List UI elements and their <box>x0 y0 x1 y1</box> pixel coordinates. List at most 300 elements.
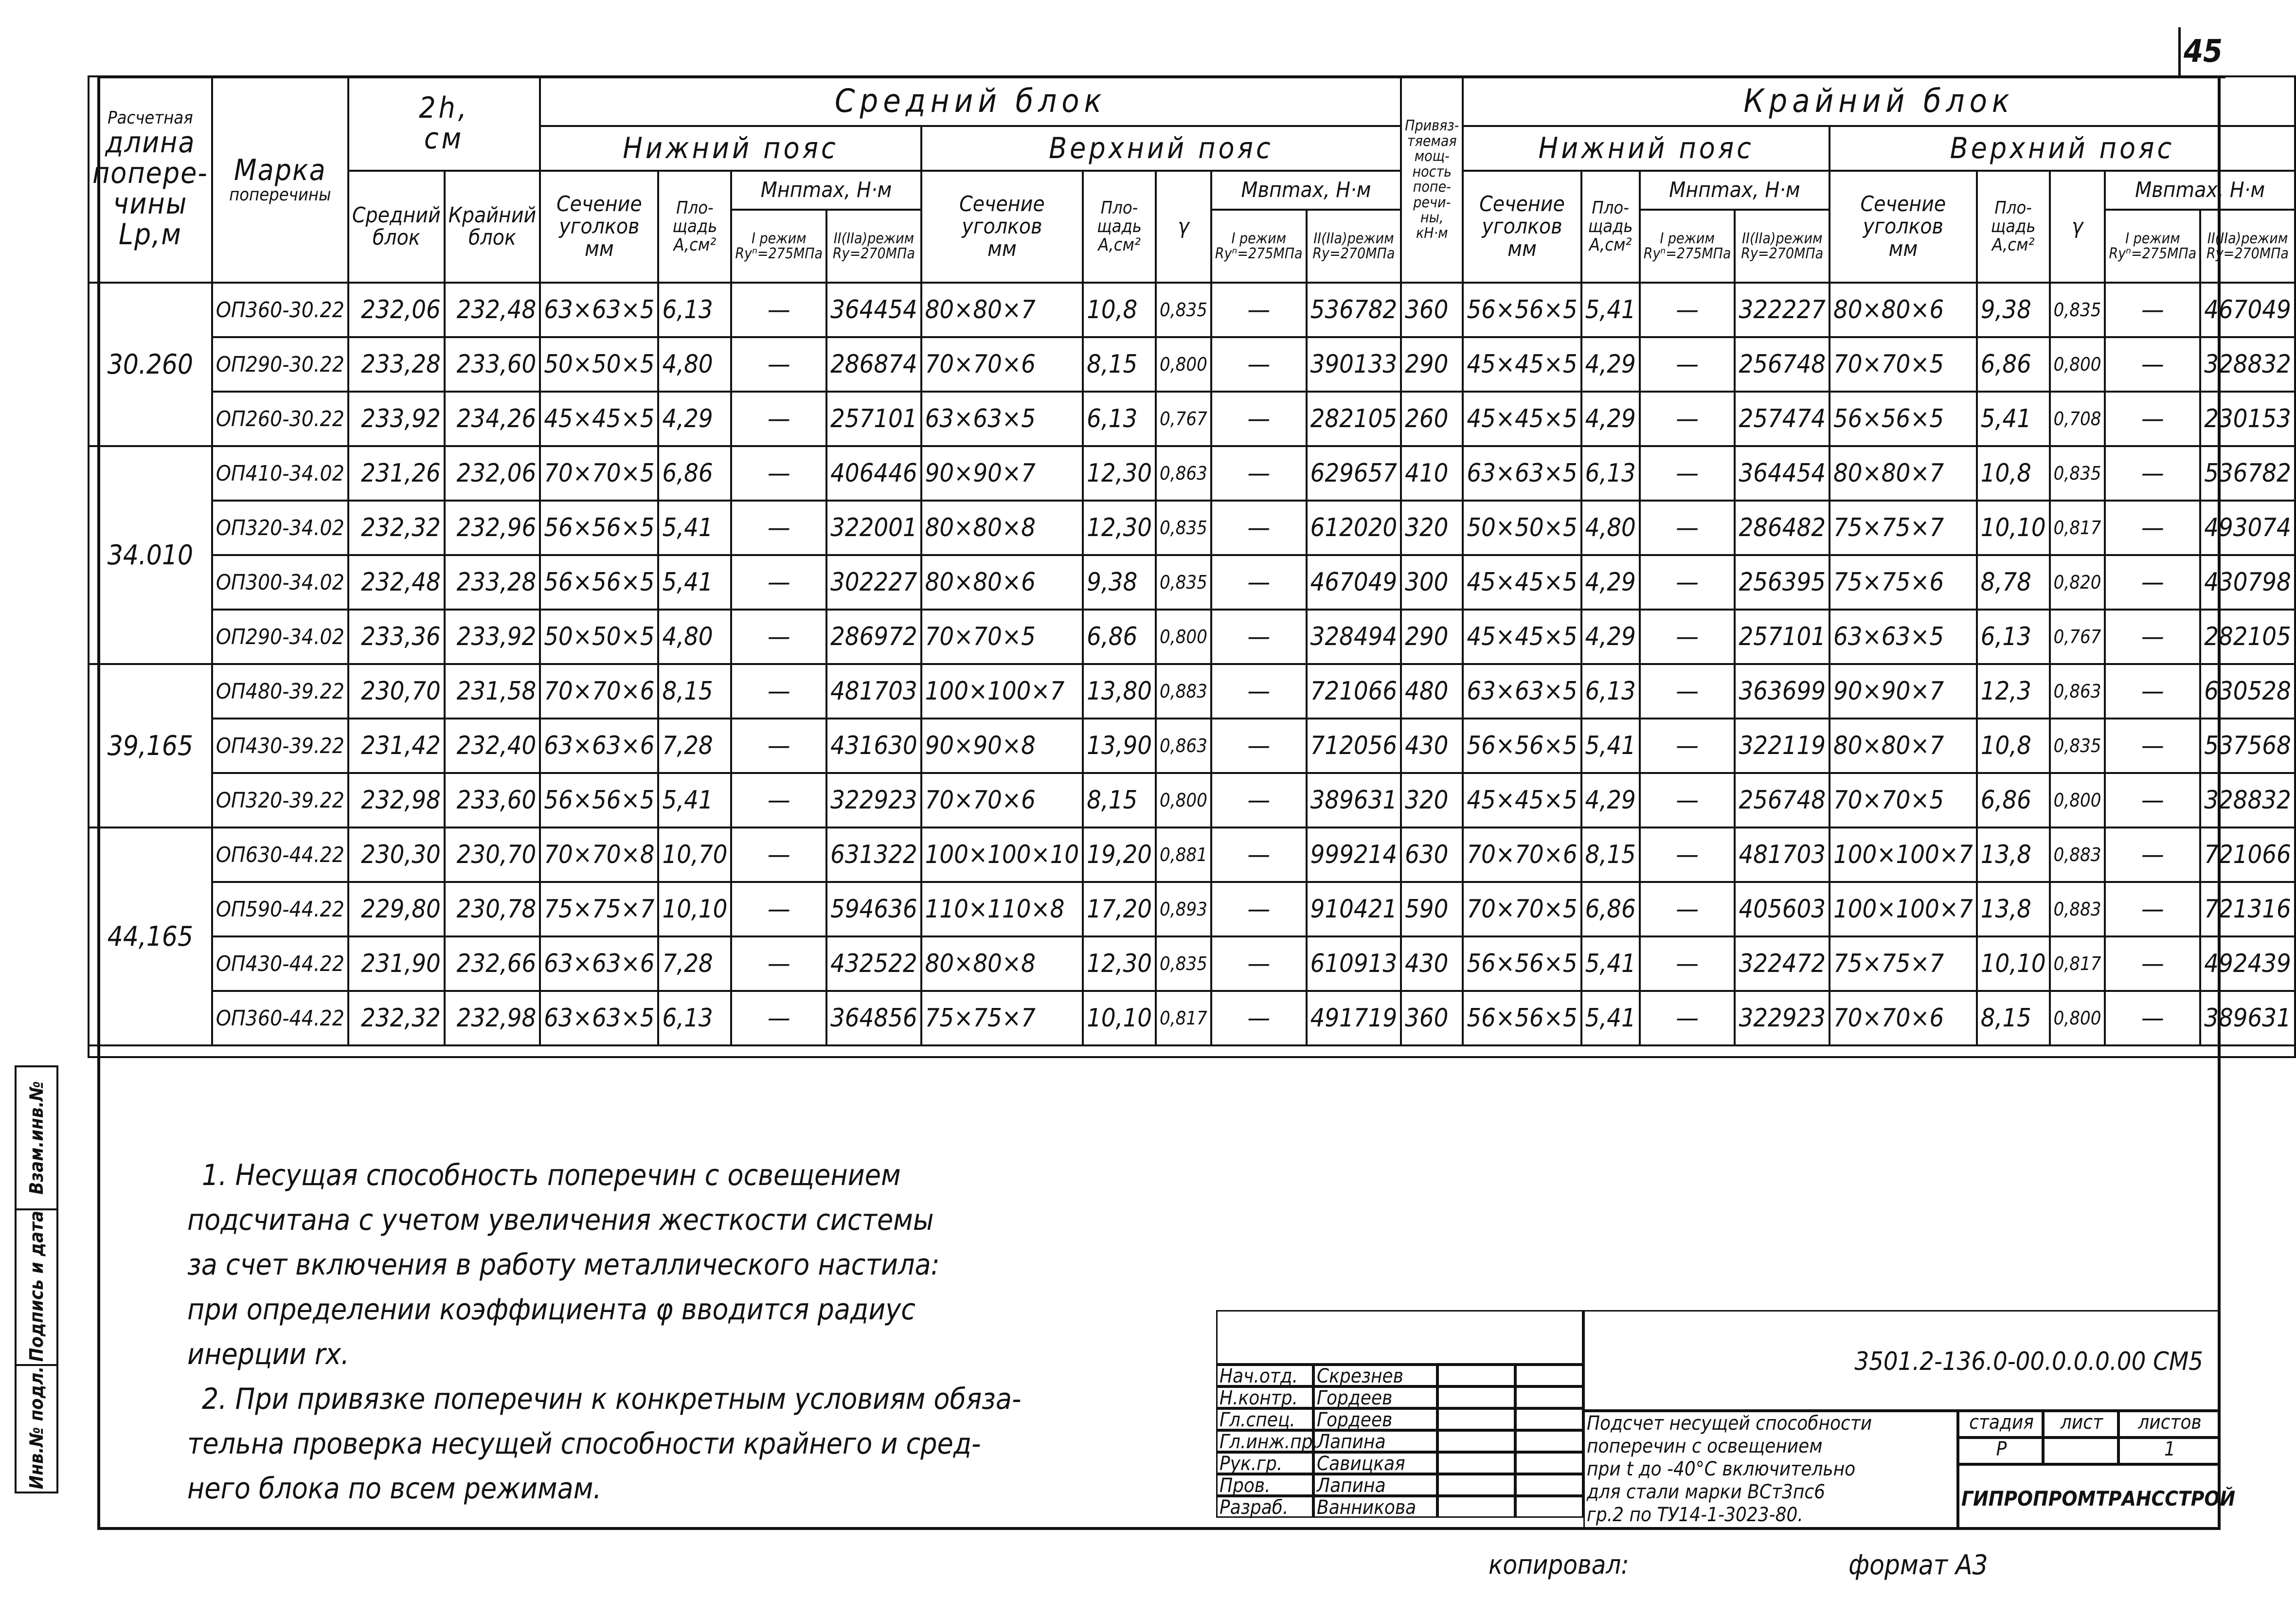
header-edge-lower-chord: Нижний пояс <box>1463 126 1830 171</box>
cell-u-sec: 80×80×7 <box>921 283 1083 337</box>
cell-m-sec: 70×70×5 <box>540 446 658 501</box>
cell-mark: ОП320-39.22 <box>212 773 348 827</box>
cell-m-m1: — <box>731 555 826 610</box>
cell-el-sec: 45×45×5 <box>1463 773 1581 827</box>
cell-u-m1: — <box>1211 719 1307 773</box>
cell-m-sec: 75×75×7 <box>540 882 658 936</box>
cell-el-sec: 45×45×5 <box>1463 610 1581 664</box>
cell-mark: ОП300-34.02 <box>212 555 348 610</box>
cell-m-a: 7,28 <box>658 719 731 773</box>
cell-el-a: 4,80 <box>1581 501 1640 555</box>
cell-m-sec: 50×50×5 <box>540 610 658 664</box>
cell-h-edge: 230,70 <box>445 827 540 882</box>
cell-h-edge: 232,96 <box>445 501 540 555</box>
cell-eu-y: 0,800 <box>2050 337 2105 392</box>
cell-eu-a: 10,8 <box>1977 446 2050 501</box>
header-mid-upper-area: Пло- щадь А,см² <box>1083 171 1156 283</box>
side-stamp-cell: Подпись и дата <box>17 1208 56 1366</box>
cell-u-m1: — <box>1211 392 1307 446</box>
cell-eu-a: 6,86 <box>1977 773 2050 827</box>
cell-eu-y: 0,800 <box>2050 991 2105 1045</box>
cell-u-y: 0,835 <box>1156 501 1211 555</box>
cell-el-m1: — <box>1640 283 1735 337</box>
stamp-role: Пров. <box>1216 1474 1313 1496</box>
cell-u-m2: 536782 <box>1307 283 1401 337</box>
table-row <box>89 446 2295 501</box>
stamp-date <box>1515 1452 1583 1474</box>
cell-eu-a: 6,13 <box>1977 610 2050 664</box>
note-line: 2. При привязке поперечин к конкретным условиям обяза- <box>202 1382 1022 1416</box>
cell-eu-y: 0,835 <box>2050 283 2105 337</box>
cell-h-edge: 233,28 <box>445 555 540 610</box>
cell-eu-y: 0,817 <box>2050 501 2105 555</box>
cell-anchor: 300 <box>1401 555 1463 610</box>
stamp-signature <box>1437 1386 1515 1408</box>
cell-m-m2: 322923 <box>826 773 921 827</box>
cell-el-m2: 257101 <box>1735 610 1830 664</box>
table-spacer-row <box>89 1045 2295 1057</box>
table-row <box>89 283 2295 337</box>
cell-u-sec: 70×70×5 <box>921 610 1083 664</box>
header-2h: 2h, см <box>348 76 540 171</box>
cell-el-m2: 322472 <box>1735 936 1830 991</box>
table-row <box>89 501 2295 555</box>
cell-eu-m1: — <box>2105 392 2200 446</box>
cell-u-sec: 80×80×8 <box>921 501 1083 555</box>
cell-m-m1: — <box>731 664 826 719</box>
stamp-role: Гл.спец. <box>1216 1408 1313 1430</box>
stamp-name: Ванникова <box>1313 1496 1437 1518</box>
cell-m-a: 4,80 <box>658 337 731 392</box>
cell-h-mid: 232,06 <box>348 283 445 337</box>
stamp-title <box>1583 1411 1958 1530</box>
cell-u-m1: — <box>1211 501 1307 555</box>
cell-anchor: 430 <box>1401 936 1463 991</box>
cell-mark: ОП590-44.22 <box>212 882 348 936</box>
header-2h-mid: Средний блок <box>348 171 445 283</box>
cell-el-sec: 56×56×5 <box>1463 991 1581 1045</box>
cell-u-m2: 712056 <box>1307 719 1401 773</box>
cell-u-m1: — <box>1211 882 1307 936</box>
cell-anchor: 320 <box>1401 501 1463 555</box>
header-mode-2: II(IIа)режим Ry=270МПа <box>1307 210 1401 283</box>
cell-u-a: 8,15 <box>1083 337 1156 392</box>
cell-eu-m2: 430798 <box>2200 555 2295 610</box>
cell-eu-a: 10,8 <box>1977 719 2050 773</box>
cell-mark: ОП430-44.22 <box>212 936 348 991</box>
stamp-title-line: при t до -40°С включительно <box>1587 1458 1856 1480</box>
cell-eu-sec: 100×100×7 <box>1830 827 1977 882</box>
cell-m-a: 8,15 <box>658 664 731 719</box>
cell-anchor: 320 <box>1401 773 1463 827</box>
stamp-date <box>1515 1430 1583 1452</box>
cell-h-edge: 233,60 <box>445 773 540 827</box>
stamp-name: Скрезнев <box>1313 1365 1437 1386</box>
cell-eu-m2: 721316 <box>2200 882 2295 936</box>
cell-m-m2: 481703 <box>826 664 921 719</box>
stamp-title-line: для стали марки ВСт3пс6 <box>1587 1481 1826 1503</box>
cell-el-m2: 405603 <box>1735 882 1830 936</box>
header-mode-2: II(IIа)режим Ry=270МПа <box>1735 210 1830 283</box>
table-row <box>89 392 2295 446</box>
table-row <box>89 773 2295 827</box>
header-mid-lower-area: Пло- щадь А,см² <box>658 171 731 283</box>
note-line: тельна проверка несущей способности крайнего и сред- <box>187 1427 981 1461</box>
cell-el-m2: 256748 <box>1735 773 1830 827</box>
cell-u-m2: 721066 <box>1307 664 1401 719</box>
table-row <box>89 664 2295 719</box>
cell-el-m1: — <box>1640 936 1735 991</box>
cell-el-m2: 256395 <box>1735 555 1830 610</box>
stamp-signature <box>1437 1496 1515 1518</box>
cell-eu-a: 5,41 <box>1977 392 2050 446</box>
cell-m-a: 5,41 <box>658 773 731 827</box>
cell-m-m2: 364856 <box>826 991 921 1045</box>
cell-h-mid: 230,70 <box>348 664 445 719</box>
note-line: него блока по всем режимам. <box>187 1472 602 1506</box>
header-middle-block: Средний блок <box>540 76 1401 126</box>
cell-eu-m2: 230153 <box>2200 392 2295 446</box>
cell-eu-m1: — <box>2105 337 2200 392</box>
cell-eu-a: 9,38 <box>1977 283 2050 337</box>
cell-h-mid: 232,48 <box>348 555 445 610</box>
notes <box>187 1153 1112 1511</box>
cell-eu-m1: — <box>2105 446 2200 501</box>
cell-u-m1: — <box>1211 936 1307 991</box>
cell-el-m2: 322923 <box>1735 991 1830 1045</box>
table-row <box>89 555 2295 610</box>
cell-el-m2: 286482 <box>1735 501 1830 555</box>
cell-u-m2: 610913 <box>1307 936 1401 991</box>
cell-mark: ОП290-30.22 <box>212 337 348 392</box>
table-row <box>89 337 2295 392</box>
cell-u-a: 10,10 <box>1083 991 1156 1045</box>
stamp-role: Н.контр. <box>1216 1386 1313 1408</box>
cell-el-m1: — <box>1640 827 1735 882</box>
cell-u-y: 0,835 <box>1156 936 1211 991</box>
cell-h-edge: 232,98 <box>445 991 540 1045</box>
cell-m-a: 10,10 <box>658 882 731 936</box>
cell-u-m2: 282105 <box>1307 392 1401 446</box>
note-line: при определении коэффициента φ вводится радиус <box>187 1293 915 1327</box>
stamp-role: Гл.инж.пр. <box>1216 1430 1313 1452</box>
cell-h-edge: 233,92 <box>445 610 540 664</box>
cell-el-m1: — <box>1640 719 1735 773</box>
cell-m-sec: 70×70×6 <box>540 664 658 719</box>
cell-anchor: 480 <box>1401 664 1463 719</box>
cell-u-m2: 910421 <box>1307 882 1401 936</box>
cell-u-y: 0,881 <box>1156 827 1211 882</box>
cell-m-m2: 631322 <box>826 827 921 882</box>
side-stamp-cell: Взам.инв.№ <box>17 1067 56 1210</box>
cell-u-sec: 75×75×7 <box>921 991 1083 1045</box>
cell-eu-y: 0,708 <box>2050 392 2105 446</box>
cell-u-m2: 467049 <box>1307 555 1401 610</box>
header-mid-lower-section: Сечение уголков мм <box>540 171 658 283</box>
cell-eu-sec: 90×90×7 <box>1830 664 1977 719</box>
cell-h-mid: 233,28 <box>348 337 445 392</box>
cell-eu-y: 0,883 <box>2050 827 2105 882</box>
cell-h-mid: 233,36 <box>348 610 445 664</box>
cell-eu-m1: — <box>2105 664 2200 719</box>
header-edge-upper-section: Сечение уголков мм <box>1830 171 1977 283</box>
cell-anchor: 360 <box>1401 283 1463 337</box>
cell-h-edge: 233,60 <box>445 337 540 392</box>
cell-u-y: 0,863 <box>1156 719 1211 773</box>
header-mode-1: I режим Rуⁿ=275МПа <box>731 210 826 283</box>
stamp-stage-label: стадия <box>1958 1411 2043 1438</box>
cell-el-m1: — <box>1640 446 1735 501</box>
cell-u-sec: 90×90×8 <box>921 719 1083 773</box>
span-length-cell: 34.010 <box>89 446 212 664</box>
cell-anchor: 590 <box>1401 882 1463 936</box>
cell-u-a: 13,80 <box>1083 664 1156 719</box>
cell-m-m2: 257101 <box>826 392 921 446</box>
stamp-header-left <box>1216 1310 1583 1365</box>
cell-m-m1: — <box>731 283 826 337</box>
cell-u-m1: — <box>1211 446 1307 501</box>
header-mode-1: I режим Rуⁿ=275МПа <box>1640 210 1735 283</box>
cell-eu-a: 8,15 <box>1977 991 2050 1045</box>
cell-anchor: 260 <box>1401 392 1463 446</box>
cell-m-m2: 364454 <box>826 283 921 337</box>
header-mid-lower-chord: Нижний пояс <box>540 126 921 171</box>
cell-eu-sec: 80×80×7 <box>1830 719 1977 773</box>
cell-m-m1: — <box>731 392 826 446</box>
cell-eu-m1: — <box>2105 936 2200 991</box>
cell-el-a: 4,29 <box>1581 392 1640 446</box>
cell-el-m2: 257474 <box>1735 392 1830 446</box>
cell-m-m1: — <box>731 936 826 991</box>
cell-eu-sec: 56×56×5 <box>1830 392 1977 446</box>
cell-eu-m1: — <box>2105 882 2200 936</box>
cell-el-sec: 63×63×5 <box>1463 664 1581 719</box>
cell-eu-y: 0,820 <box>2050 555 2105 610</box>
header-mode-1: I режим Rуⁿ=275МПа <box>1211 210 1307 283</box>
cell-m-sec: 45×45×5 <box>540 392 658 446</box>
cell-h-mid: 233,92 <box>348 392 445 446</box>
cell-m-a: 5,41 <box>658 501 731 555</box>
cell-m-m2: 432522 <box>826 936 921 991</box>
cell-eu-sec: 70×70×6 <box>1830 991 1977 1045</box>
cell-eu-m1: — <box>2105 501 2200 555</box>
cell-eu-a: 10,10 <box>1977 936 2050 991</box>
cell-m-a: 6,13 <box>658 283 731 337</box>
cell-mark: ОП260-30.22 <box>212 392 348 446</box>
cell-u-m1: — <box>1211 283 1307 337</box>
copied-by: копировал: <box>1489 1549 1629 1580</box>
cell-el-a: 5,41 <box>1581 936 1640 991</box>
cell-mark: ОП360-30.22 <box>212 283 348 337</box>
stamp-date <box>1515 1408 1583 1430</box>
cell-anchor: 290 <box>1401 610 1463 664</box>
cell-h-edge: 232,06 <box>445 446 540 501</box>
cell-m-a: 5,41 <box>658 555 731 610</box>
cell-h-edge: 230,78 <box>445 882 540 936</box>
stamp-stage: Р <box>1958 1438 2043 1464</box>
cell-m-m1: — <box>731 719 826 773</box>
cell-u-y: 0,767 <box>1156 392 1211 446</box>
stamp-sheets-label: листов <box>2118 1411 2219 1438</box>
cell-el-m1: — <box>1640 501 1735 555</box>
cell-eu-m2: 493074 <box>2200 501 2295 555</box>
cell-eu-y: 0,767 <box>2050 610 2105 664</box>
stamp-signature <box>1437 1408 1515 1430</box>
cell-m-sec: 70×70×8 <box>540 827 658 882</box>
cell-u-sec: 70×70×6 <box>921 773 1083 827</box>
cell-u-a: 10,8 <box>1083 283 1156 337</box>
cell-u-m2: 629657 <box>1307 446 1401 501</box>
cell-eu-y: 0,817 <box>2050 936 2105 991</box>
cell-eu-m1: — <box>2105 610 2200 664</box>
cell-u-y: 0,863 <box>1156 446 1211 501</box>
header-mid-lower-moment: Мнпmax, Н·м <box>731 171 921 210</box>
cell-h-mid: 232,98 <box>348 773 445 827</box>
cell-el-a: 4,29 <box>1581 555 1640 610</box>
cell-u-sec: 90×90×7 <box>921 446 1083 501</box>
cell-m-sec: 56×56×5 <box>540 501 658 555</box>
cell-anchor: 290 <box>1401 337 1463 392</box>
cell-eu-a: 10,10 <box>1977 501 2050 555</box>
cell-eu-sec: 75×75×7 <box>1830 936 1977 991</box>
header-edge-upper-chord: Верхний пояс <box>1830 126 2295 171</box>
cell-m-a: 4,29 <box>658 392 731 446</box>
cell-eu-m2: 389631 <box>2200 991 2295 1045</box>
header-edge-upper-moment: Мвпmax, Н·м <box>2105 171 2295 210</box>
cell-el-sec: 50×50×5 <box>1463 501 1581 555</box>
header-2h-edge: Крайний блок <box>445 171 540 283</box>
cell-m-sec: 56×56×5 <box>540 555 658 610</box>
cell-u-sec: 70×70×6 <box>921 337 1083 392</box>
cell-eu-y: 0,835 <box>2050 719 2105 773</box>
header-mode-2: II(IIа)режим Ry=270МПа <box>2200 210 2295 283</box>
cell-u-m1: — <box>1211 773 1307 827</box>
cell-anchor: 630 <box>1401 827 1463 882</box>
cell-eu-m2: 721066 <box>2200 827 2295 882</box>
cell-eu-y: 0,800 <box>2050 773 2105 827</box>
cell-el-a: 6,86 <box>1581 882 1640 936</box>
cell-eu-sec: 70×70×5 <box>1830 773 1977 827</box>
cell-m-m2: 594636 <box>826 882 921 936</box>
header-edge-upper-gamma: γ <box>2050 171 2105 283</box>
cell-el-m2: 256748 <box>1735 337 1830 392</box>
table-row <box>89 936 2295 991</box>
header-length: Расчетная длина попере- чины Lp,м <box>89 76 212 283</box>
stamp-title-line: гр.2 по ТУ14-1-3023-80. <box>1587 1504 1803 1526</box>
header-mid-upper-gamma: γ <box>1156 171 1211 283</box>
cell-el-m1: — <box>1640 991 1735 1045</box>
cell-el-a: 4,29 <box>1581 773 1640 827</box>
cell-el-m2: 364454 <box>1735 446 1830 501</box>
header-edge-lower-area: Пло- щадь А,см² <box>1581 171 1640 283</box>
note-line: 1. Несущая способность поперечин с освещением <box>202 1158 901 1192</box>
cell-m-a: 6,86 <box>658 446 731 501</box>
cell-u-m1: — <box>1211 555 1307 610</box>
cell-h-mid: 232,32 <box>348 501 445 555</box>
stamp-date <box>1515 1474 1583 1496</box>
cell-h-edge: 232,48 <box>445 283 540 337</box>
cell-h-mid: 232,32 <box>348 991 445 1045</box>
cell-eu-sec: 80×80×7 <box>1830 446 1977 501</box>
cell-el-sec: 70×70×6 <box>1463 827 1581 882</box>
cell-eu-m2: 328832 <box>2200 773 2295 827</box>
cell-h-mid: 230,30 <box>348 827 445 882</box>
page-number: 45 <box>2178 27 2225 78</box>
cell-mark: ОП480-39.22 <box>212 664 348 719</box>
cell-mark: ОП360-44.22 <box>212 991 348 1045</box>
cell-h-mid: 229,80 <box>348 882 445 936</box>
cell-el-a: 6,13 <box>1581 446 1640 501</box>
cell-el-m2: 322119 <box>1735 719 1830 773</box>
side-stamp-cell: Инв.№ подл. <box>26 1366 47 1490</box>
cell-u-sec: 110×110×8 <box>921 882 1083 936</box>
cell-u-sec: 80×80×8 <box>921 936 1083 991</box>
cell-eu-m1: — <box>2105 555 2200 610</box>
span-length-cell: 44,165 <box>89 827 212 1045</box>
cell-el-sec: 70×70×5 <box>1463 882 1581 936</box>
cell-eu-a: 13,8 <box>1977 827 2050 882</box>
cell-anchor: 360 <box>1401 991 1463 1045</box>
stamp-role: Нач.отд. <box>1216 1365 1313 1386</box>
cell-el-a: 5,41 <box>1581 283 1640 337</box>
cell-u-sec: 80×80×6 <box>921 555 1083 610</box>
cell-mark: ОП320-34.02 <box>212 501 348 555</box>
cell-el-sec: 45×45×5 <box>1463 555 1581 610</box>
header-edge-upper-area: Пло- щадь А,см² <box>1977 171 2050 283</box>
cell-u-a: 6,13 <box>1083 392 1156 446</box>
cell-el-m1: — <box>1640 392 1735 446</box>
cell-m-m1: — <box>731 337 826 392</box>
cell-m-m1: — <box>731 446 826 501</box>
cell-u-m2: 389631 <box>1307 773 1401 827</box>
cell-h-edge: 231,58 <box>445 664 540 719</box>
cell-eu-y: 0,883 <box>2050 882 2105 936</box>
cell-u-y: 0,800 <box>1156 337 1211 392</box>
cell-u-m1: — <box>1211 991 1307 1045</box>
cell-u-a: 8,15 <box>1083 773 1156 827</box>
note-line: за счет включения в работу металлического настила: <box>187 1248 940 1282</box>
cell-eu-a: 6,86 <box>1977 337 2050 392</box>
cell-eu-m2: 630528 <box>2200 664 2295 719</box>
cell-el-sec: 45×45×5 <box>1463 337 1581 392</box>
cell-eu-m1: — <box>2105 991 2200 1045</box>
cell-eu-m1: — <box>2105 283 2200 337</box>
header-mark: Марка поперечины <box>212 76 348 283</box>
cell-el-m1: — <box>1640 664 1735 719</box>
stamp-date <box>1515 1365 1583 1386</box>
table-header <box>89 76 2295 283</box>
cell-el-sec: 56×56×5 <box>1463 283 1581 337</box>
cell-m-sec: 63×63×6 <box>540 719 658 773</box>
cell-m-a: 7,28 <box>658 936 731 991</box>
stamp-sheets: 1 <box>2118 1438 2219 1464</box>
cell-u-y: 0,800 <box>1156 610 1211 664</box>
cell-eu-m1: — <box>2105 827 2200 882</box>
stamp-role: Рук.гр. <box>1216 1452 1313 1474</box>
cell-u-m1: — <box>1211 827 1307 882</box>
cell-u-y: 0,817 <box>1156 991 1211 1045</box>
cell-m-a: 10,70 <box>658 827 731 882</box>
cell-u-sec: 100×100×7 <box>921 664 1083 719</box>
cell-m-sec: 63×63×5 <box>540 991 658 1045</box>
cell-m-m2: 286972 <box>826 610 921 664</box>
header-mode-1: I режим Rуⁿ=275МПа <box>2105 210 2200 283</box>
cell-u-m2: 612020 <box>1307 501 1401 555</box>
header-anchor: Привяз- тяемая мощ- ность попе- речи- ны, кН·м <box>1401 76 1463 283</box>
stamp-title-line: поперечин с освещением <box>1587 1435 1823 1457</box>
cell-u-y: 0,893 <box>1156 882 1211 936</box>
stamp-name: Гордеев <box>1313 1386 1437 1408</box>
